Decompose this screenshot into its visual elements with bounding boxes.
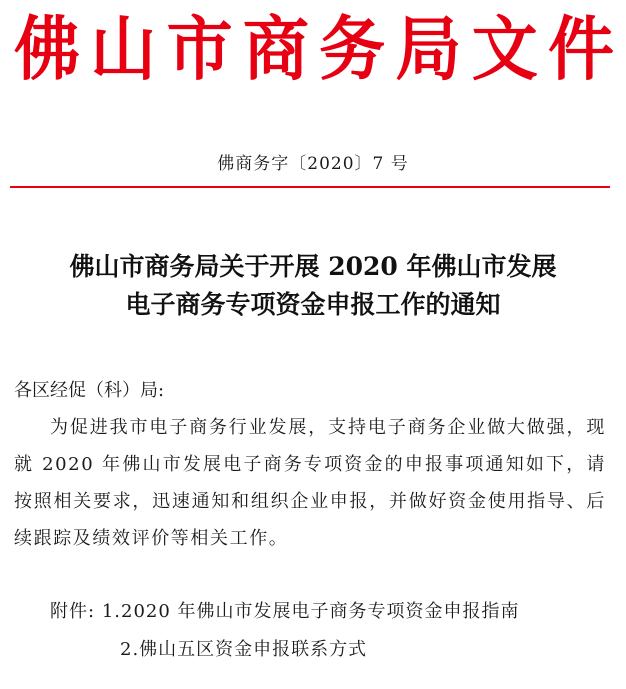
red-divider-line [10, 186, 610, 188]
attachment-row [50, 593, 520, 631]
notice-title-line-1: 佛山市商务局关于开展 2020 年佛山市发展 [69, 252, 557, 281]
document-number: 佛商务字〔2020〕7 号 [217, 154, 409, 174]
attachments-section [50, 593, 520, 669]
masthead-char: 文 [471, 9, 538, 90]
masthead-char: 佛 [14, 9, 80, 90]
attachment-item: 1.2020 年佛山市发展电子商务专项资金申报指南 [101, 601, 520, 622]
attachments-label: 附件: [50, 601, 96, 622]
notice-title [0, 248, 626, 324]
attachment-row [50, 631, 520, 669]
masthead-char: 件 [547, 9, 614, 90]
masthead-char: 市 [166, 9, 233, 90]
masthead-char: 商 [242, 9, 309, 90]
notice-title-line-2: 电子商务专项资金申报工作的通知 [125, 290, 501, 319]
masthead-char: 局 [395, 9, 462, 90]
masthead-char: 山 [90, 9, 157, 90]
masthead-title [14, 9, 614, 90]
masthead-char: 务 [319, 9, 386, 90]
attachment-item: 2.佛山五区资金申报联系方式 [120, 639, 368, 660]
salutation: 各区经促（科）局: [14, 380, 165, 401]
notice-body [14, 372, 606, 557]
body-paragraph: 为促进我市电子商务行业发展，支持电子商务企业做大做强，现就 2020 年佛山市发展电子商务专项资金的申报事项通知如下，请按照相关要求，迅速通知和组织企业申报，并做好资金使用指导、后续跟踪及绩效评价等相关工作。 [14, 417, 606, 549]
